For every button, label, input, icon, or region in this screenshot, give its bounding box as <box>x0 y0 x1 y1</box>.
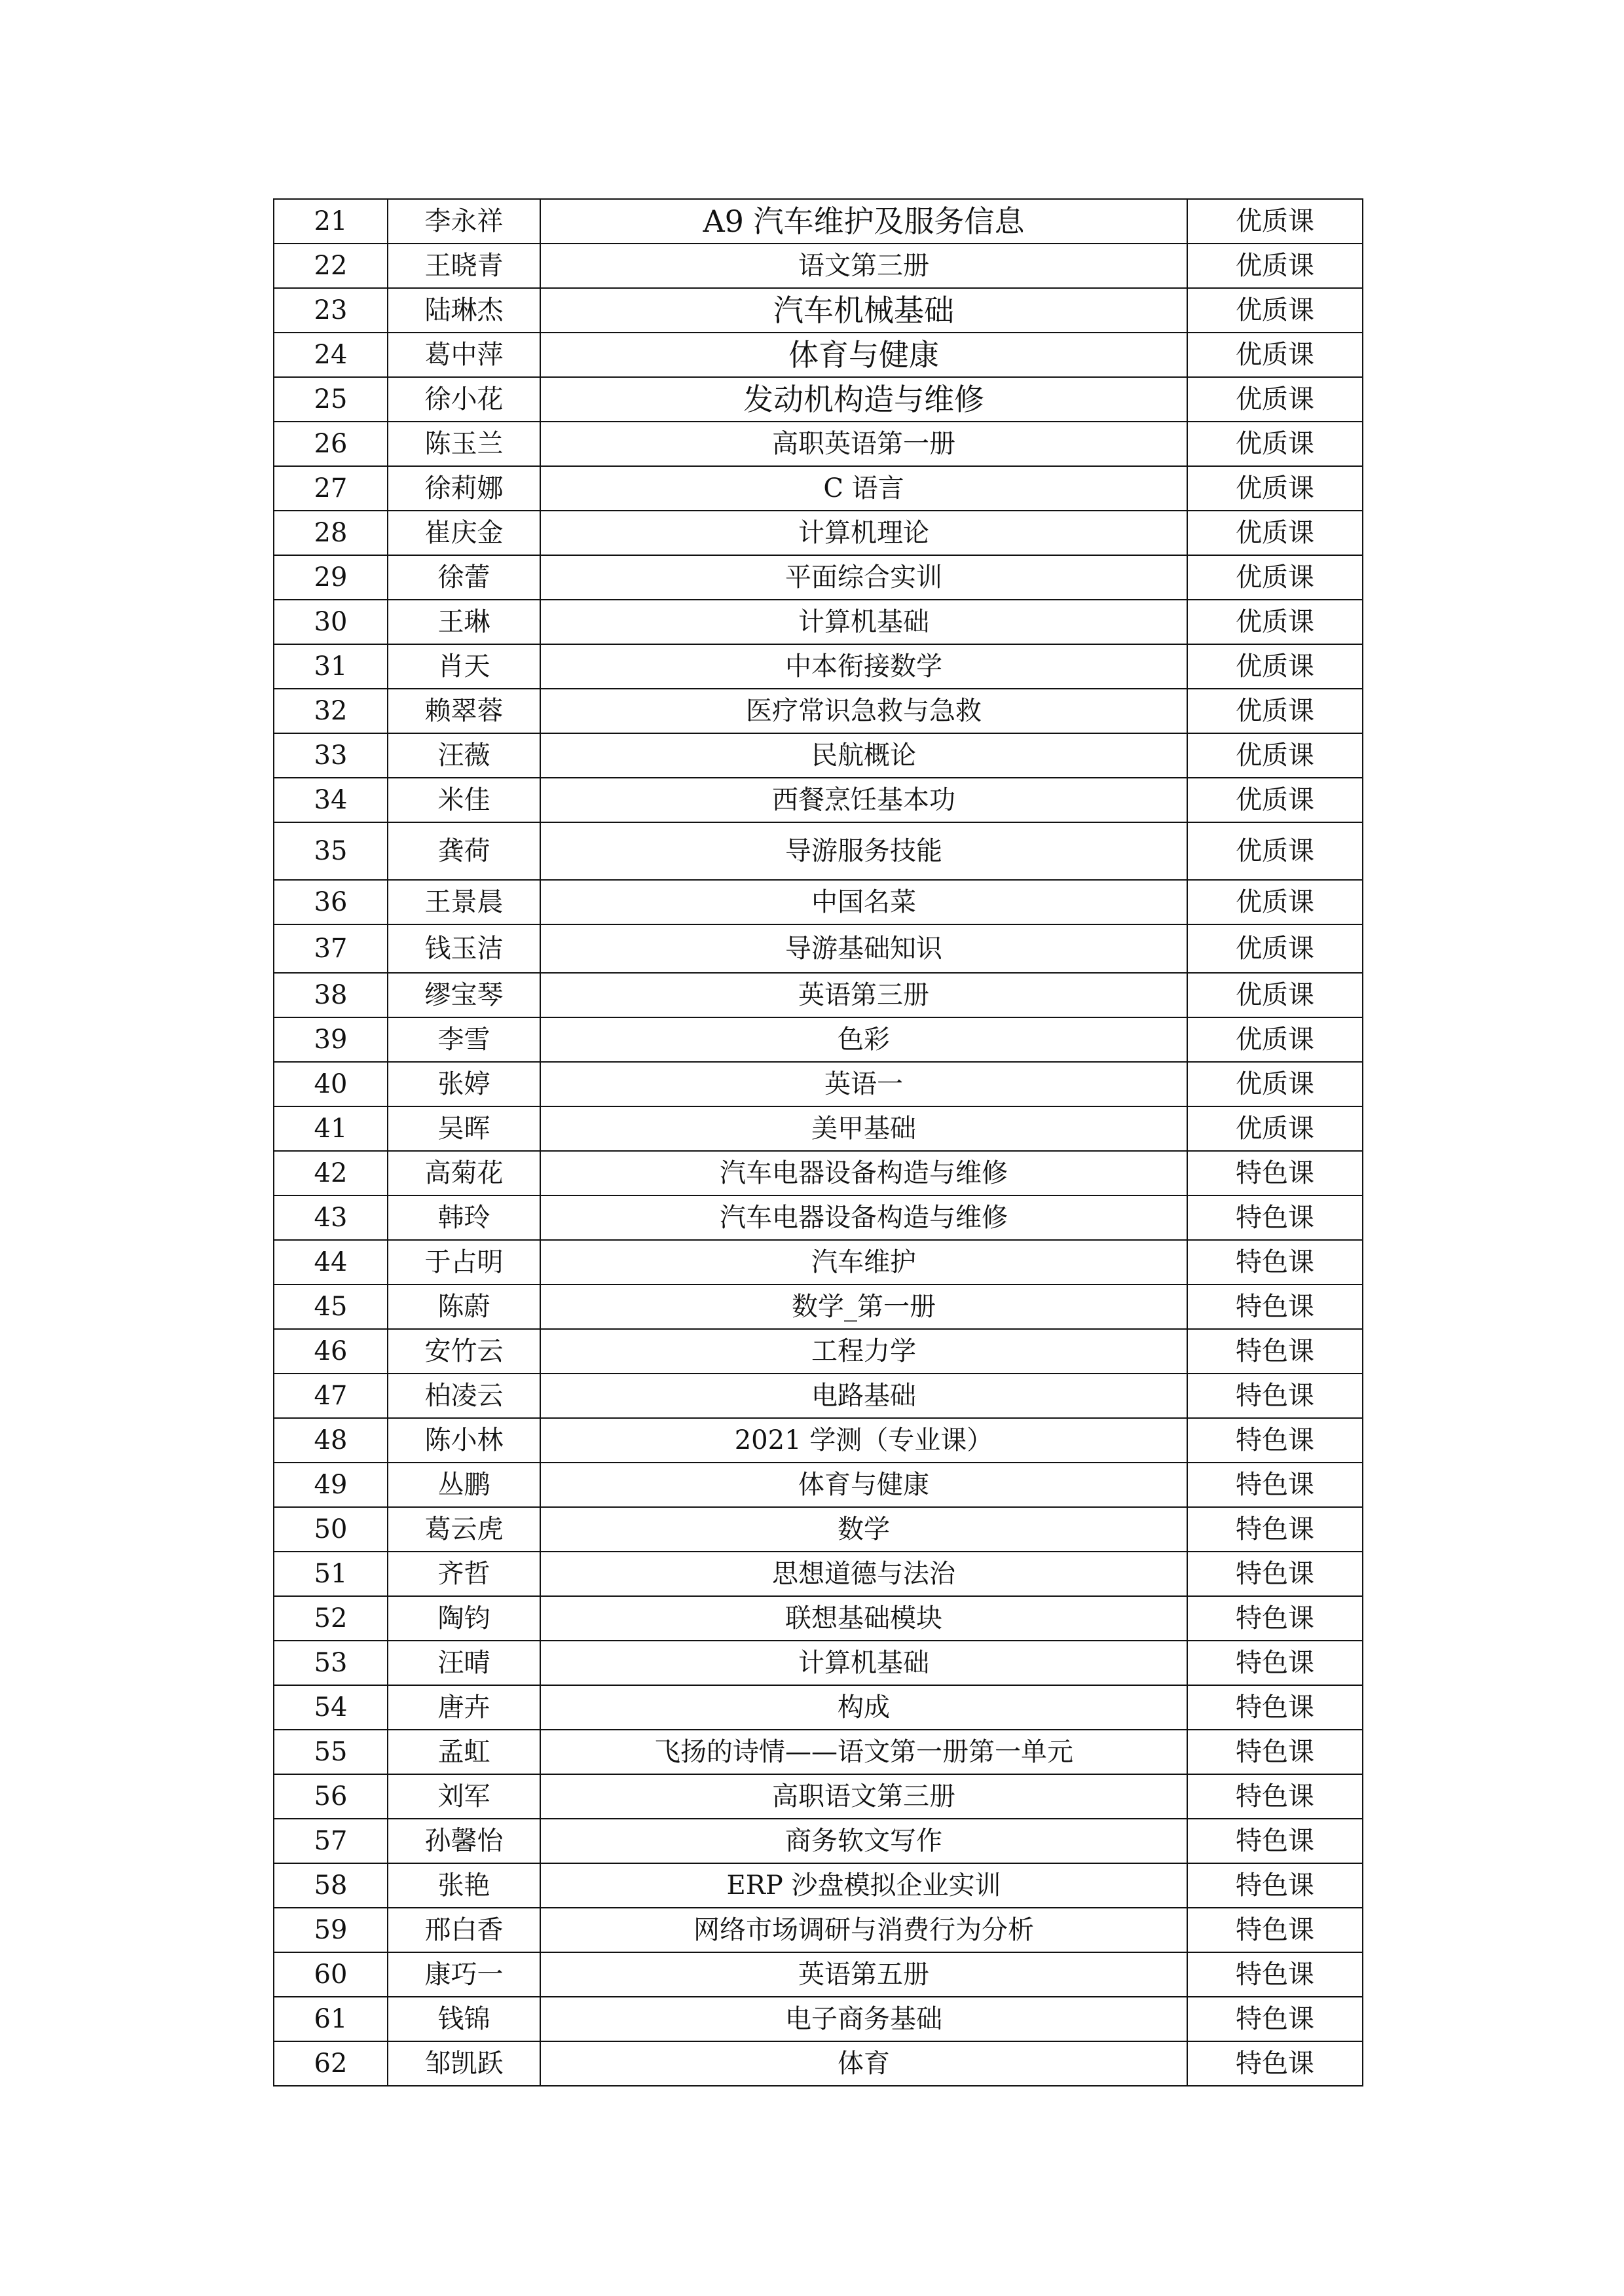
table-row <box>274 1285 1363 1329</box>
teacher-name-cell: 于占明 <box>388 1240 540 1285</box>
course-title-cell: 中本衔接数学 <box>540 644 1187 689</box>
row-number-cell: 48 <box>274 1418 388 1463</box>
row-number-cell: 39 <box>274 1017 388 1062</box>
table-row <box>274 1819 1363 1863</box>
row-number-cell: 60 <box>274 1952 388 1997</box>
course-type-cell: 优质课 <box>1187 1106 1363 1151</box>
teacher-name-cell: 王景晨 <box>388 880 540 924</box>
course-title-cell: 英语第三册 <box>540 973 1187 1017</box>
row-number-cell: 41 <box>274 1106 388 1151</box>
table-row <box>274 1997 1363 2041</box>
row-number-cell: 49 <box>274 1463 388 1507</box>
course-title-cell: 西餐烹饪基本功 <box>540 778 1187 822</box>
teacher-name-cell: 张婷 <box>388 1062 540 1106</box>
row-number-cell: 33 <box>274 733 388 778</box>
course-title-cell: 高职语文第三册 <box>540 1774 1187 1819</box>
teacher-name-cell: 齐哲 <box>388 1552 540 1596</box>
course-title-cell: 电子商务基础 <box>540 1997 1187 2041</box>
course-title-cell: 飞扬的诗情——语文第一册第一单元 <box>540 1730 1187 1774</box>
table-row <box>274 1641 1363 1685</box>
table-row <box>274 924 1363 973</box>
table-row <box>274 1730 1363 1774</box>
teacher-name-cell: 吴晖 <box>388 1106 540 1151</box>
course-type-cell: 优质课 <box>1187 1017 1363 1062</box>
course-title-cell: 网络市场调研与消费行为分析 <box>540 1908 1187 1952</box>
table-row <box>274 555 1363 600</box>
course-type-cell: 优质课 <box>1187 822 1363 880</box>
course-type-cell: 优质课 <box>1187 555 1363 600</box>
row-number-cell: 58 <box>274 1863 388 1908</box>
row-number-cell: 34 <box>274 778 388 822</box>
row-number-cell: 43 <box>274 1195 388 1240</box>
row-number-cell: 37 <box>274 924 388 973</box>
teacher-name-cell: 唐卉 <box>388 1685 540 1730</box>
course-title-cell: 电路基础 <box>540 1374 1187 1418</box>
teacher-name-cell: 康巧一 <box>388 1952 540 1997</box>
row-number-cell: 22 <box>274 244 388 288</box>
course-title-cell: 美甲基础 <box>540 1106 1187 1151</box>
row-number-cell: 29 <box>274 555 388 600</box>
table-row <box>274 1552 1363 1596</box>
row-number-cell: 35 <box>274 822 388 880</box>
table-row <box>274 288 1363 333</box>
teacher-name-cell: 缪宝琴 <box>388 973 540 1017</box>
teacher-name-cell: 赖翠蓉 <box>388 689 540 733</box>
teacher-name-cell: 葛中萍 <box>388 333 540 377</box>
row-number-cell: 32 <box>274 689 388 733</box>
course-title-cell: 工程力学 <box>540 1329 1187 1374</box>
table-row <box>274 1017 1363 1062</box>
course-type-cell: 优质课 <box>1187 199 1363 244</box>
table-row <box>274 377 1363 422</box>
row-number-cell: 52 <box>274 1596 388 1641</box>
course-type-cell: 特色课 <box>1187 1596 1363 1641</box>
table-row <box>274 1418 1363 1463</box>
course-type-cell: 特色课 <box>1187 1863 1363 1908</box>
table-row <box>274 333 1363 377</box>
course-title-cell: 汽车维护 <box>540 1240 1187 1285</box>
teacher-name-cell: 陈小林 <box>388 1418 540 1463</box>
table-row <box>274 600 1363 644</box>
teacher-name-cell: 邢白香 <box>388 1908 540 1952</box>
course-title-cell: C 语言 <box>540 466 1187 511</box>
teacher-name-cell: 邹凯跃 <box>388 2041 540 2086</box>
course-type-cell: 优质课 <box>1187 880 1363 924</box>
course-type-cell: 特色课 <box>1187 1463 1363 1507</box>
table-row <box>274 1374 1363 1418</box>
course-title-cell: 2021 学测（专业课） <box>540 1418 1187 1463</box>
course-title-cell: 构成 <box>540 1685 1187 1730</box>
course-type-cell: 特色课 <box>1187 1285 1363 1329</box>
table-row <box>274 880 1363 924</box>
table-row <box>274 2041 1363 2086</box>
course-title-cell: 平面综合实训 <box>540 555 1187 600</box>
row-number-cell: 46 <box>274 1329 388 1374</box>
table-body <box>274 199 1363 2086</box>
course-title-cell: 发动机构造与维修 <box>540 377 1187 422</box>
teacher-name-cell: 陶钧 <box>388 1596 540 1641</box>
teacher-name-cell: 钱锦 <box>388 1997 540 2041</box>
teacher-name-cell: 钱玉洁 <box>388 924 540 973</box>
course-type-cell: 优质课 <box>1187 333 1363 377</box>
course-type-cell: 优质课 <box>1187 600 1363 644</box>
teacher-name-cell: 张艳 <box>388 1863 540 1908</box>
course-title-cell: 计算机基础 <box>540 1641 1187 1685</box>
course-type-cell: 特色课 <box>1187 1374 1363 1418</box>
teacher-name-cell: 孟虹 <box>388 1730 540 1774</box>
row-number-cell: 23 <box>274 288 388 333</box>
row-number-cell: 21 <box>274 199 388 244</box>
course-title-cell: 英语第五册 <box>540 1952 1187 1997</box>
course-type-cell: 优质课 <box>1187 511 1363 555</box>
course-type-cell: 特色课 <box>1187 1908 1363 1952</box>
table-row <box>274 644 1363 689</box>
table-row <box>274 689 1363 733</box>
course-type-cell: 特色课 <box>1187 2041 1363 2086</box>
teacher-name-cell: 崔庆金 <box>388 511 540 555</box>
table-row <box>274 822 1363 880</box>
row-number-cell: 40 <box>274 1062 388 1106</box>
course-type-cell: 优质课 <box>1187 973 1363 1017</box>
course-title-cell: 汽车电器设备构造与维修 <box>540 1195 1187 1240</box>
course-title-cell: 计算机基础 <box>540 600 1187 644</box>
row-number-cell: 45 <box>274 1285 388 1329</box>
course-type-cell: 优质课 <box>1187 644 1363 689</box>
table-row <box>274 1863 1363 1908</box>
course-title-cell: 中国名菜 <box>540 880 1187 924</box>
table-row <box>274 733 1363 778</box>
row-number-cell: 62 <box>274 2041 388 2086</box>
course-type-cell: 特色课 <box>1187 1641 1363 1685</box>
course-type-cell: 优质课 <box>1187 466 1363 511</box>
row-number-cell: 30 <box>274 600 388 644</box>
teacher-name-cell: 陈玉兰 <box>388 422 540 466</box>
teacher-name-cell: 米佳 <box>388 778 540 822</box>
teacher-name-cell: 李雪 <box>388 1017 540 1062</box>
teacher-name-cell: 龚荷 <box>388 822 540 880</box>
course-type-cell: 特色课 <box>1187 1730 1363 1774</box>
table-row <box>274 973 1363 1017</box>
teacher-name-cell: 丛鹏 <box>388 1463 540 1507</box>
row-number-cell: 36 <box>274 880 388 924</box>
course-title-cell: 医疗常识急救与急救 <box>540 689 1187 733</box>
course-title-cell: 联想基础模块 <box>540 1596 1187 1641</box>
course-title-cell: ERP 沙盘模拟企业实训 <box>540 1863 1187 1908</box>
course-type-cell: 特色课 <box>1187 1774 1363 1819</box>
teacher-name-cell: 徐莉娜 <box>388 466 540 511</box>
table-row <box>274 1151 1363 1195</box>
course-title-cell: 体育 <box>540 2041 1187 2086</box>
row-number-cell: 59 <box>274 1908 388 1952</box>
course-title-cell: 汽车电器设备构造与维修 <box>540 1151 1187 1195</box>
row-number-cell: 44 <box>274 1240 388 1285</box>
teacher-name-cell: 高菊花 <box>388 1151 540 1195</box>
table-row <box>274 1240 1363 1285</box>
course-type-cell: 优质课 <box>1187 422 1363 466</box>
teacher-name-cell: 孙馨怡 <box>388 1819 540 1863</box>
row-number-cell: 51 <box>274 1552 388 1596</box>
course-title-cell: 体育与健康 <box>540 1463 1187 1507</box>
row-number-cell: 54 <box>274 1685 388 1730</box>
table-row <box>274 1463 1363 1507</box>
teacher-name-cell: 汪薇 <box>388 733 540 778</box>
table-row <box>274 1685 1363 1730</box>
course-type-cell: 特色课 <box>1187 1952 1363 1997</box>
course-title-cell: 思想道德与法治 <box>540 1552 1187 1596</box>
row-number-cell: 57 <box>274 1819 388 1863</box>
course-title-cell: 汽车机械基础 <box>540 288 1187 333</box>
row-number-cell: 24 <box>274 333 388 377</box>
course-type-cell: 特色课 <box>1187 1418 1363 1463</box>
course-type-cell: 特色课 <box>1187 1195 1363 1240</box>
row-number-cell: 31 <box>274 644 388 689</box>
course-type-cell: 特色课 <box>1187 1329 1363 1374</box>
row-number-cell: 42 <box>274 1151 388 1195</box>
course-title-cell: 计算机理论 <box>540 511 1187 555</box>
teacher-name-cell: 汪晴 <box>388 1641 540 1685</box>
row-number-cell: 50 <box>274 1507 388 1552</box>
course-table <box>273 198 1363 2086</box>
table-row <box>274 778 1363 822</box>
course-title-cell: 体育与健康 <box>540 333 1187 377</box>
row-number-cell: 25 <box>274 377 388 422</box>
table-row <box>274 1062 1363 1106</box>
course-type-cell: 特色课 <box>1187 1552 1363 1596</box>
course-title-cell: 民航概论 <box>540 733 1187 778</box>
course-type-cell: 特色课 <box>1187 1685 1363 1730</box>
course-type-cell: 优质课 <box>1187 689 1363 733</box>
course-type-cell: 特色课 <box>1187 1240 1363 1285</box>
teacher-name-cell: 陈蔚 <box>388 1285 540 1329</box>
table-row <box>274 1952 1363 1997</box>
table-row <box>274 1908 1363 1952</box>
teacher-name-cell: 柏凌云 <box>388 1374 540 1418</box>
row-number-cell: 26 <box>274 422 388 466</box>
row-number-cell: 53 <box>274 1641 388 1685</box>
table-row <box>274 1106 1363 1151</box>
course-type-cell: 优质课 <box>1187 288 1363 333</box>
teacher-name-cell: 肖天 <box>388 644 540 689</box>
table-row <box>274 1596 1363 1641</box>
course-title-cell: 导游基础知识 <box>540 924 1187 973</box>
course-type-cell: 优质课 <box>1187 924 1363 973</box>
row-number-cell: 56 <box>274 1774 388 1819</box>
course-title-cell: 数学_第一册 <box>540 1285 1187 1329</box>
row-number-cell: 55 <box>274 1730 388 1774</box>
course-title-cell: 导游服务技能 <box>540 822 1187 880</box>
table-row <box>274 422 1363 466</box>
course-title-cell: 高职英语第一册 <box>540 422 1187 466</box>
teacher-name-cell: 葛云虎 <box>388 1507 540 1552</box>
course-type-cell: 特色课 <box>1187 1507 1363 1552</box>
row-number-cell: 47 <box>274 1374 388 1418</box>
row-number-cell: 27 <box>274 466 388 511</box>
table-row <box>274 199 1363 244</box>
course-type-cell: 优质课 <box>1187 1062 1363 1106</box>
table-row <box>274 1507 1363 1552</box>
teacher-name-cell: 刘军 <box>388 1774 540 1819</box>
row-number-cell: 38 <box>274 973 388 1017</box>
table-row <box>274 244 1363 288</box>
course-title-cell: 色彩 <box>540 1017 1187 1062</box>
course-title-cell: A9 汽车维护及服务信息 <box>540 199 1187 244</box>
row-number-cell: 61 <box>274 1997 388 2041</box>
course-type-cell: 特色课 <box>1187 1997 1363 2041</box>
table-row <box>274 466 1363 511</box>
course-type-cell: 特色课 <box>1187 1151 1363 1195</box>
table-row <box>274 1195 1363 1240</box>
course-type-cell: 特色课 <box>1187 1819 1363 1863</box>
teacher-name-cell: 安竹云 <box>388 1329 540 1374</box>
teacher-name-cell: 王琳 <box>388 600 540 644</box>
course-type-cell: 优质课 <box>1187 244 1363 288</box>
course-type-cell: 优质课 <box>1187 733 1363 778</box>
teacher-name-cell: 徐蕾 <box>388 555 540 600</box>
teacher-name-cell: 陆琳杰 <box>388 288 540 333</box>
teacher-name-cell: 徐小花 <box>388 377 540 422</box>
teacher-name-cell: 韩玲 <box>388 1195 540 1240</box>
teacher-name-cell: 李永祥 <box>388 199 540 244</box>
row-number-cell: 28 <box>274 511 388 555</box>
course-type-cell: 优质课 <box>1187 778 1363 822</box>
course-type-cell: 优质课 <box>1187 377 1363 422</box>
table-row <box>274 1329 1363 1374</box>
course-title-cell: 语文第三册 <box>540 244 1187 288</box>
course-title-cell: 商务软文写作 <box>540 1819 1187 1863</box>
teacher-name-cell: 王晓青 <box>388 244 540 288</box>
course-title-cell: 数学 <box>540 1507 1187 1552</box>
course-title-cell: 英语一 <box>540 1062 1187 1106</box>
table-row <box>274 511 1363 555</box>
table-row <box>274 1774 1363 1819</box>
